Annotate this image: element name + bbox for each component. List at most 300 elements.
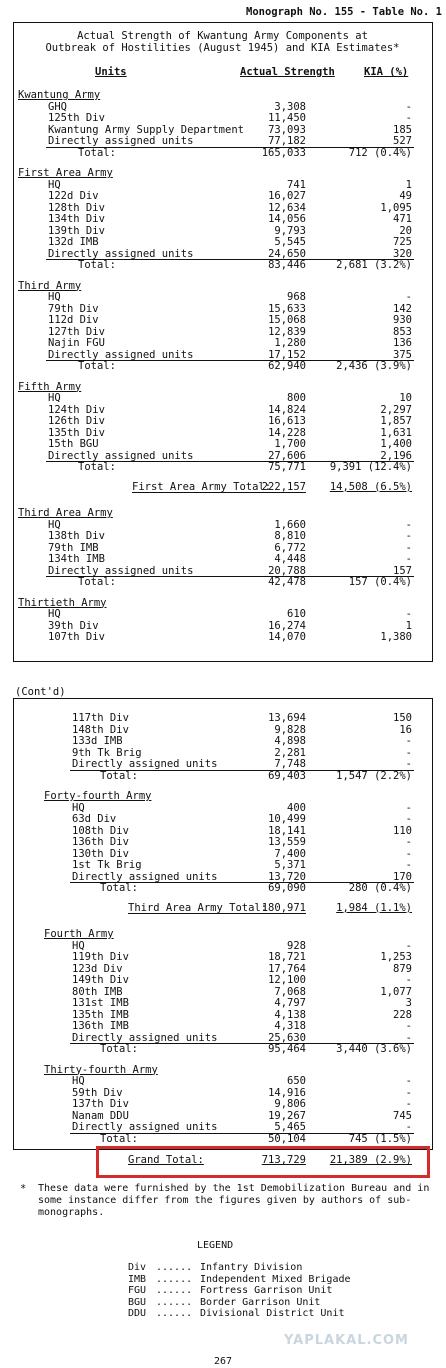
strength-value: 4,138 bbox=[274, 1008, 306, 1021]
unit-name: Directly assigned units bbox=[72, 1121, 218, 1133]
strength-value: 7,068 bbox=[274, 985, 306, 998]
table-row bbox=[0, 997, 446, 1009]
strength-value: 7,400 bbox=[274, 847, 306, 860]
strength-value: 14,824 bbox=[268, 403, 306, 416]
page-number: 267 bbox=[214, 1356, 233, 1367]
unit-name: Directly assigned units bbox=[48, 247, 194, 260]
kia-value: 1 bbox=[405, 178, 412, 191]
table-row bbox=[0, 724, 446, 736]
unit-name: 137th Div bbox=[72, 1098, 129, 1110]
strength-value: 1,280 bbox=[274, 337, 306, 349]
kia-value: - bbox=[405, 1031, 412, 1044]
legend-description: Divisional District Unit bbox=[200, 1308, 345, 1319]
unit-name: Nanam DDU bbox=[72, 1109, 129, 1122]
strength-value: 5,371 bbox=[274, 859, 306, 871]
kia-value: - bbox=[405, 801, 412, 814]
strength-value: 13,559 bbox=[268, 836, 306, 848]
legend-item bbox=[128, 1308, 345, 1319]
kia-value: - bbox=[405, 758, 412, 770]
grand-total-strength: 713,729 bbox=[261, 1154, 306, 1166]
unit-name: HQ bbox=[72, 801, 85, 814]
table-row bbox=[0, 1032, 446, 1044]
unit-name: 63d Div bbox=[72, 813, 117, 825]
strength-value: 800 bbox=[287, 392, 306, 404]
section-heading-row bbox=[0, 280, 446, 292]
unit-name: GHQ bbox=[48, 100, 67, 113]
table-row bbox=[0, 303, 446, 315]
unit-name: Total: bbox=[100, 769, 138, 782]
unit-name: Total: bbox=[78, 259, 116, 271]
table-row bbox=[0, 712, 446, 724]
strength-value: 50,104 bbox=[268, 1132, 306, 1145]
table-row bbox=[0, 974, 446, 986]
strength-value: 95,464 bbox=[268, 1043, 306, 1055]
table-row bbox=[0, 631, 446, 643]
legend-abbr: BGU bbox=[128, 1296, 147, 1308]
kia-value: - bbox=[405, 813, 412, 825]
total-row bbox=[0, 360, 446, 372]
strength-value: 17,152 bbox=[268, 348, 306, 361]
strength-value: 16,274 bbox=[268, 619, 306, 632]
unit-name: HQ bbox=[48, 608, 61, 620]
unit-name: HQ bbox=[72, 939, 85, 952]
kia-value: - bbox=[405, 1020, 412, 1032]
legend-item bbox=[128, 1285, 332, 1296]
table-row bbox=[0, 735, 446, 747]
table-row bbox=[0, 608, 446, 620]
strength-value: 12,634 bbox=[268, 201, 306, 214]
total-row bbox=[0, 1133, 446, 1145]
kia-value: 1,095 bbox=[380, 201, 412, 214]
kia-value: 14,508 (6.5%) bbox=[329, 480, 412, 493]
section-heading-row bbox=[0, 928, 446, 940]
strength-value: 165,033 bbox=[261, 146, 306, 159]
unit-name: HQ bbox=[48, 291, 61, 303]
strength-value: 11,450 bbox=[268, 112, 306, 124]
unit-name: 79th IMB bbox=[48, 541, 99, 554]
strength-value: 741 bbox=[287, 178, 306, 191]
table-row bbox=[0, 1009, 446, 1021]
section-heading-row bbox=[0, 597, 446, 609]
strength-value: 9,828 bbox=[274, 723, 306, 736]
table-row bbox=[0, 326, 446, 338]
legend-title: LEGEND bbox=[197, 1240, 234, 1251]
strength-value: 16,613 bbox=[268, 415, 306, 427]
unit-name: 149th Div bbox=[72, 974, 129, 986]
strength-value: 62,940 bbox=[268, 360, 306, 372]
table-row bbox=[0, 124, 446, 136]
table-row bbox=[0, 291, 446, 303]
table-row bbox=[0, 1121, 446, 1133]
table-row bbox=[0, 213, 446, 225]
unit-name: 124th Div bbox=[48, 403, 105, 416]
table-row bbox=[0, 620, 446, 632]
section-title: Thirtieth Army bbox=[18, 596, 107, 609]
strength-value: 1,700 bbox=[274, 438, 306, 450]
table-row bbox=[0, 565, 446, 577]
unit-name: Total: bbox=[100, 1043, 138, 1055]
kia-value: 157 bbox=[393, 564, 412, 577]
kia-value: 2,196 bbox=[380, 449, 412, 462]
section-title: Forty-fourth Army bbox=[44, 790, 152, 802]
kia-value: 280 (0.4%) bbox=[348, 882, 412, 894]
legend-item bbox=[128, 1274, 351, 1285]
strength-value: 4,448 bbox=[274, 553, 306, 565]
section-title: Fourth Army bbox=[44, 928, 114, 940]
unit-name: Directly assigned units bbox=[72, 870, 218, 883]
table-row bbox=[0, 542, 446, 554]
section-title: Kwantung Army bbox=[18, 89, 101, 101]
strength-value: 16,027 bbox=[268, 190, 306, 202]
kia-value: 16 bbox=[399, 723, 412, 736]
area-total-underline bbox=[128, 913, 306, 914]
kia-value: - bbox=[405, 974, 412, 986]
kia-value: - bbox=[405, 530, 412, 542]
footnote-line1: These data were furnished by the 1st Demobilization Bureau and in bbox=[38, 1183, 430, 1194]
table-row bbox=[0, 314, 446, 326]
kia-value: 10 bbox=[399, 392, 412, 404]
kia-value: 745 (1.5%) bbox=[348, 1132, 412, 1145]
kia-value: 2,681 (3.2%) bbox=[336, 259, 412, 271]
area-total-row bbox=[0, 481, 446, 493]
kia-value: - bbox=[405, 291, 412, 303]
total-row bbox=[0, 461, 446, 473]
unit-name: HQ bbox=[48, 518, 61, 531]
unit-name: 79th Div bbox=[48, 302, 99, 315]
unit-name: 59th Div bbox=[72, 1086, 123, 1099]
section-heading-row bbox=[0, 1064, 446, 1076]
footnote-star: * bbox=[20, 1183, 27, 1195]
unit-name: Third Area Army Total: bbox=[128, 901, 268, 914]
unit-name: Directly assigned units bbox=[72, 758, 218, 770]
unit-name: 119th Div bbox=[72, 951, 129, 963]
table-row bbox=[0, 813, 446, 825]
table-row bbox=[0, 951, 446, 963]
kia-value: 1,984 (1.1%) bbox=[336, 901, 412, 914]
unit-name: 133d IMB bbox=[72, 735, 123, 747]
table-row bbox=[0, 135, 446, 147]
unit-name: Directly assigned units bbox=[48, 348, 194, 361]
legend-item bbox=[128, 1297, 320, 1308]
kia-value: 170 bbox=[393, 870, 412, 883]
unit-name: 139th Div bbox=[48, 224, 105, 237]
table-row bbox=[0, 450, 446, 462]
area-total-row bbox=[0, 902, 446, 914]
table-row bbox=[0, 747, 446, 759]
strength-value: 5,465 bbox=[274, 1121, 306, 1133]
unit-name: Total: bbox=[78, 360, 116, 372]
kia-value: - bbox=[405, 541, 412, 554]
kia-value: 20 bbox=[399, 224, 412, 237]
kia-value: 1,253 bbox=[380, 951, 412, 963]
strength-value: 69,403 bbox=[268, 769, 306, 782]
strength-value: 25,630 bbox=[268, 1031, 306, 1044]
kia-value: 1,380 bbox=[380, 631, 412, 643]
unit-name: 80th IMB bbox=[72, 985, 123, 998]
strength-value: 928 bbox=[287, 939, 306, 952]
strength-value: 13,720 bbox=[268, 870, 306, 883]
strength-value: 69,090 bbox=[268, 882, 306, 894]
strength-value: 9,793 bbox=[274, 224, 306, 237]
legend-dots: ...... bbox=[156, 1296, 193, 1308]
table-row bbox=[0, 963, 446, 975]
table-row bbox=[0, 438, 446, 450]
footnote-line3: monographs. bbox=[38, 1207, 105, 1218]
legend-abbr: Div bbox=[128, 1262, 147, 1273]
kia-value: 1,400 bbox=[380, 438, 412, 450]
table-row bbox=[0, 802, 446, 814]
kia-value: - bbox=[405, 1075, 412, 1087]
section-heading-row bbox=[0, 381, 446, 393]
strength-value: 14,228 bbox=[268, 426, 306, 439]
kia-value: 725 bbox=[393, 236, 412, 248]
unit-name: Directly assigned units bbox=[48, 564, 194, 577]
unit-name: HQ bbox=[48, 392, 61, 404]
unit-name: Total: bbox=[78, 576, 116, 588]
strength-value: 3,308 bbox=[274, 100, 306, 113]
unit-name: 136th Div bbox=[72, 836, 129, 848]
table-row bbox=[0, 392, 446, 404]
strength-value: 10,499 bbox=[268, 813, 306, 825]
kia-value: - bbox=[405, 847, 412, 860]
unit-name: HQ bbox=[48, 178, 61, 191]
legend-dots: ...... bbox=[156, 1285, 193, 1296]
legend-item bbox=[128, 1262, 302, 1273]
table-row bbox=[0, 248, 446, 260]
table-row bbox=[0, 1020, 446, 1032]
table-title-line1: Actual Strength of Kwantung Army Components at bbox=[77, 30, 368, 42]
section-title: First Area Army bbox=[18, 167, 113, 179]
unit-name: 1st Tk Brig bbox=[72, 859, 142, 871]
kia-value: - bbox=[405, 746, 412, 759]
unit-name: Total: bbox=[100, 1132, 138, 1145]
unit-name: Kwantung Army Supply Department bbox=[48, 123, 244, 136]
legend-description: Infantry Division bbox=[200, 1262, 303, 1273]
kia-value: 853 bbox=[393, 325, 412, 338]
footnote-line2: some instance differ from the figures given by authors of sub- bbox=[38, 1195, 412, 1206]
unit-name: 122d Div bbox=[48, 190, 99, 202]
watermark-logo: YAPLAKAL.COM bbox=[284, 1333, 409, 1348]
unit-name: 108th Div bbox=[72, 824, 129, 837]
table-row bbox=[0, 1110, 446, 1122]
table-row bbox=[0, 519, 446, 531]
kia-value: 1,857 bbox=[380, 415, 412, 427]
kia-value: 3,440 (3.6%) bbox=[336, 1043, 412, 1055]
table-row bbox=[0, 1075, 446, 1087]
table-row bbox=[0, 836, 446, 848]
strength-value: 12,839 bbox=[268, 325, 306, 338]
strength-value: 73,093 bbox=[268, 123, 306, 136]
strength-value: 222,157 bbox=[261, 480, 306, 493]
strength-value: 968 bbox=[287, 291, 306, 303]
unit-name: 131st IMB bbox=[72, 997, 129, 1009]
unit-name: 138th Div bbox=[48, 530, 105, 542]
strength-value: 14,056 bbox=[268, 213, 306, 225]
monograph-header: Monograph No. 155 - Table No. 1 bbox=[246, 6, 442, 18]
unit-name: 123d Div bbox=[72, 962, 123, 975]
unit-name: 148th Div bbox=[72, 723, 129, 736]
kia-value: 1,547 (2.2%) bbox=[336, 769, 412, 782]
table-row bbox=[0, 871, 446, 883]
kia-value: 150 bbox=[393, 712, 412, 724]
table-row bbox=[0, 825, 446, 837]
kia-value: 879 bbox=[393, 962, 412, 975]
unit-name: 125th Div bbox=[48, 112, 105, 124]
total-row bbox=[0, 259, 446, 271]
table-row bbox=[0, 940, 446, 952]
unit-name: 39th Div bbox=[48, 619, 99, 632]
strength-value: 77,182 bbox=[268, 135, 306, 147]
kia-value: 136 bbox=[393, 337, 412, 349]
kia-value: - bbox=[405, 1121, 412, 1133]
table-row bbox=[0, 404, 446, 416]
kia-value: 185 bbox=[393, 123, 412, 136]
kia-value: - bbox=[405, 1098, 412, 1110]
kia-value: 2,436 (3.9%) bbox=[336, 360, 412, 372]
kia-value: 471 bbox=[393, 213, 412, 225]
total-row bbox=[0, 576, 446, 588]
unit-name: Directly assigned units bbox=[48, 135, 194, 147]
kia-value: 745 bbox=[393, 1109, 412, 1122]
kia-value: - bbox=[405, 1086, 412, 1099]
legend-dots: ...... bbox=[156, 1262, 193, 1273]
kia-value: - bbox=[405, 859, 412, 871]
strength-value: 20,788 bbox=[268, 564, 306, 577]
table-row bbox=[0, 427, 446, 439]
table-row bbox=[0, 337, 446, 349]
kia-value: 228 bbox=[393, 1008, 412, 1021]
unit-name: 132d IMB bbox=[48, 236, 99, 248]
table-row bbox=[0, 236, 446, 248]
strength-value: 27,606 bbox=[268, 449, 306, 462]
strength-value: 6,772 bbox=[274, 541, 306, 554]
strength-value: 4,797 bbox=[274, 997, 306, 1009]
legend-description: Fortress Garrison Unit bbox=[200, 1285, 333, 1296]
strength-value: 14,070 bbox=[268, 631, 306, 643]
section-heading-row bbox=[0, 89, 446, 101]
kia-value: 3 bbox=[405, 997, 412, 1009]
kia-value: 9,391 (12.4%) bbox=[329, 461, 412, 473]
legend-description: Border Garrison Unit bbox=[200, 1296, 321, 1308]
unit-name: 127th Div bbox=[48, 325, 105, 338]
total-row bbox=[0, 770, 446, 782]
continued-label: (Cont'd) bbox=[15, 686, 66, 698]
section-heading-row bbox=[0, 507, 446, 519]
kia-value: 1,631 bbox=[380, 426, 412, 439]
table-row bbox=[0, 1087, 446, 1099]
strength-value: 7,748 bbox=[274, 758, 306, 770]
kia-value: 375 bbox=[393, 348, 412, 361]
kia-value: 1 bbox=[405, 619, 412, 632]
grand-total-label: Grand Total: bbox=[128, 1154, 204, 1166]
strength-value: 15,633 bbox=[268, 302, 306, 315]
kia-value: 1,077 bbox=[380, 985, 412, 998]
legend-description: Independent Mixed Brigade bbox=[200, 1273, 351, 1285]
strength-value: 400 bbox=[287, 801, 306, 814]
unit-name: 128th Div bbox=[48, 201, 105, 214]
table-row bbox=[0, 848, 446, 860]
unit-name: Total: bbox=[78, 461, 116, 473]
section-title: Third Area Army bbox=[18, 507, 113, 519]
strength-value: 12,100 bbox=[268, 974, 306, 986]
column-header-kia: KIA (%) bbox=[364, 66, 409, 78]
strength-value: 610 bbox=[287, 608, 306, 620]
strength-value: 1,660 bbox=[274, 518, 306, 531]
kia-value: 110 bbox=[393, 824, 412, 837]
section-heading-row bbox=[0, 167, 446, 179]
unit-name: Total: bbox=[78, 146, 116, 159]
unit-name: Directly assigned units bbox=[72, 1031, 218, 1044]
column-header-strength: Actual Strength bbox=[240, 66, 335, 78]
strength-value: 24,650 bbox=[268, 247, 306, 260]
kia-value: 2,297 bbox=[380, 403, 412, 416]
strength-value: 15,068 bbox=[268, 314, 306, 326]
total-row bbox=[0, 882, 446, 894]
table-row bbox=[0, 179, 446, 191]
strength-value: 42,478 bbox=[268, 576, 306, 588]
legend-abbr: IMB bbox=[128, 1273, 147, 1285]
unit-name: Directly assigned units bbox=[48, 449, 194, 462]
kia-value: - bbox=[405, 112, 412, 124]
strength-value: 18,721 bbox=[268, 951, 306, 963]
kia-value: 527 bbox=[393, 135, 412, 147]
kia-value: 930 bbox=[393, 314, 412, 326]
legend-dots: ...... bbox=[156, 1273, 193, 1285]
section-title: Thirty-fourth Army bbox=[44, 1063, 158, 1076]
total-row bbox=[0, 1043, 446, 1055]
unit-name: 135th IMB bbox=[72, 1008, 129, 1021]
table-title-line2: Outbreak of Hostilities (August 1945) and KIA Estimates* bbox=[45, 42, 400, 54]
unit-name: 117th Div bbox=[72, 712, 129, 724]
table-row bbox=[0, 758, 446, 770]
table-row bbox=[0, 349, 446, 361]
unit-name: Najin FGU bbox=[48, 337, 105, 349]
strength-value: 180,971 bbox=[261, 901, 306, 914]
kia-value: - bbox=[405, 100, 412, 113]
table-row bbox=[0, 190, 446, 202]
kia-value: - bbox=[405, 939, 412, 952]
table-row bbox=[0, 530, 446, 542]
strength-value: 650 bbox=[287, 1075, 306, 1087]
section-title: Third Army bbox=[18, 279, 82, 292]
table-row bbox=[0, 101, 446, 113]
unit-name: 130th Div bbox=[72, 847, 129, 860]
strength-value: 75,771 bbox=[268, 461, 306, 473]
kia-value: 712 (0.4%) bbox=[348, 146, 412, 159]
table-row bbox=[0, 859, 446, 871]
unit-name: 136th IMB bbox=[72, 1020, 129, 1032]
kia-value: - bbox=[405, 553, 412, 565]
kia-value: 320 bbox=[393, 247, 412, 260]
unit-name: 134th IMB bbox=[48, 553, 105, 565]
table-row bbox=[0, 553, 446, 565]
unit-name: 112d Div bbox=[48, 314, 99, 326]
table-row bbox=[0, 415, 446, 427]
section-heading-row bbox=[0, 790, 446, 802]
strength-value: 5,545 bbox=[274, 236, 306, 248]
unit-name: HQ bbox=[72, 1075, 85, 1087]
grand-total-kia: 21,389 (2.9%) bbox=[329, 1154, 412, 1166]
table-row bbox=[0, 202, 446, 214]
kia-value: - bbox=[405, 608, 412, 620]
strength-value: 4,898 bbox=[274, 735, 306, 747]
kia-value: 157 (0.4%) bbox=[348, 576, 412, 588]
area-total-underline bbox=[132, 492, 306, 493]
unit-name: 15th BGU bbox=[48, 438, 99, 450]
table-row bbox=[0, 225, 446, 237]
column-header-units: Units bbox=[95, 66, 127, 78]
strength-value: 17,764 bbox=[268, 962, 306, 975]
